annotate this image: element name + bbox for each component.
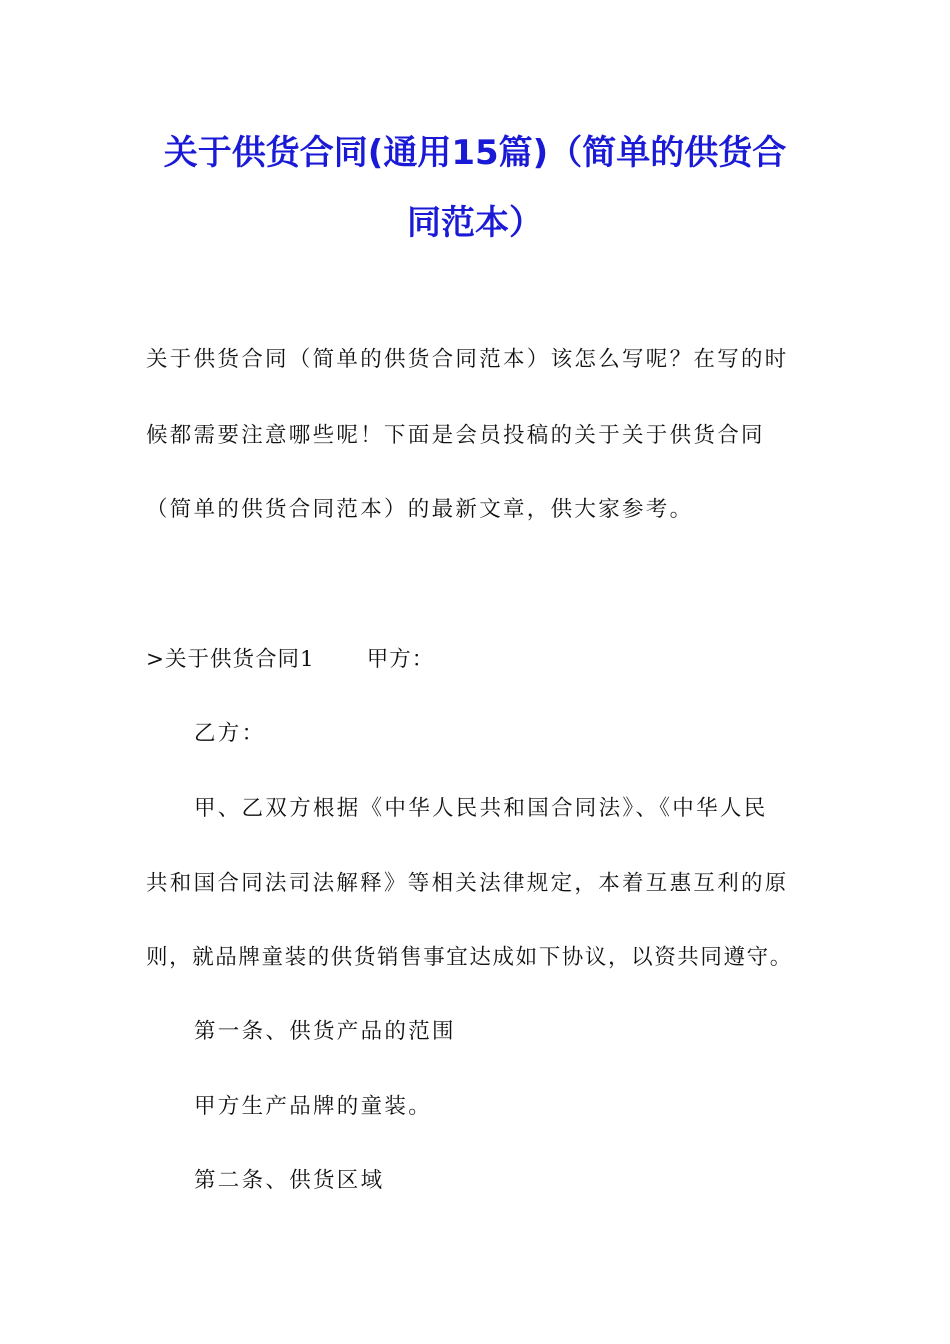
article-1-body: 甲方生产品牌的童装。 bbox=[194, 1094, 433, 1119]
article-1-title: 第一条、供货产品的范围 bbox=[194, 1019, 456, 1044]
document-title-line-1: 关于供货合同(通用15篇)（简单的供货合 bbox=[163, 133, 787, 173]
party-b-label: 乙方： bbox=[194, 721, 266, 746]
party-a-label: 甲方： bbox=[366, 647, 435, 672]
intro-line-1: 关于供货合同（简单的供货合同范本）该怎么写呢？在写的时 bbox=[146, 347, 789, 372]
paragraph-1-line-1: 甲、乙双方根据《中华人民共和国合同法》、《中华人民 bbox=[194, 796, 768, 821]
paragraph-1-line-2: 共和国合同法司法解释》等相关法律规定，本着互惠互利的原 bbox=[146, 871, 789, 896]
section-heading-row bbox=[146, 646, 806, 674]
intro-line-3: （简单的供货合同范本）的最新文章，供大家参考。 bbox=[146, 497, 694, 522]
article-2-title: 第二条、供货区域 bbox=[194, 1168, 385, 1193]
paragraph-1-line-3: 则，就品牌童装的供货销售事宜达成如下协议，以资共同遵守。 bbox=[146, 945, 793, 970]
document-title-line-2: 同范本） bbox=[407, 203, 543, 243]
section-heading: >关于供货合同1 bbox=[146, 647, 315, 672]
intro-line-2: 候都需要注意哪些呢！下面是会员投稿的关于关于供货合同 bbox=[146, 423, 765, 448]
